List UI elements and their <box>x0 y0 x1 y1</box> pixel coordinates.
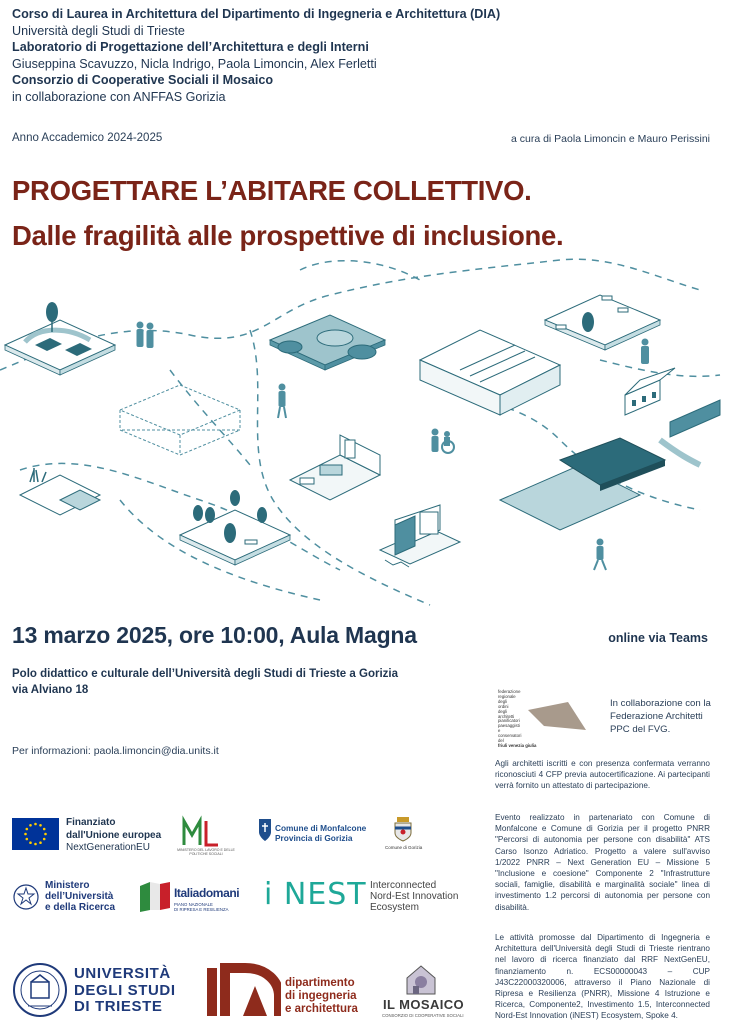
header-block <box>12 6 572 106</box>
teal-terrace <box>500 438 665 530</box>
collaboration: in collaborazione con ANFFAS Gorizia <box>12 89 226 104</box>
federation-logo-text: federazione regionale degli ordini degli architetti pianificatori paesaggisti e conservatori del friuli venezia giulia <box>498 689 537 748</box>
building-interior <box>420 330 560 415</box>
eu-flag-icon <box>12 818 59 850</box>
main-title: PROGETTARE L’ABITARE COLLETTIVO. <box>12 175 532 206</box>
monfalcone-shield-icon <box>258 818 272 842</box>
contact-info: Per informazioni: paola.limoncin@dia.units.it <box>12 745 219 757</box>
federation-collaboration: In collaborazione con la Federazione Architetti PPC del FVG. <box>610 698 711 735</box>
ministry-labour-caption: MINISTERO DEL LAVORO E DELLE POLITICHE SOCIALI <box>177 848 235 856</box>
elderly-person-figure <box>641 339 649 365</box>
laboratory-name: Laboratorio di Progettazione dell’Architettura e degli Interni <box>12 40 369 55</box>
dia-logo-mark <box>205 960 281 1018</box>
person-walking-right-figure <box>594 539 606 571</box>
italiadomani-caption: PIANO NAZIONALE DI RIPRESA E RESILIENZA <box>174 902 229 912</box>
gorizia-crest-icon <box>392 816 414 842</box>
online-teams: online via Teams <box>608 631 708 645</box>
university-name: Università degli Studi di Trieste <box>12 23 185 38</box>
mosaico-text: IL MOSAICO <box>383 997 465 1012</box>
academic-year: Anno Accademico 2024-2025 <box>12 132 163 144</box>
subtitle: Dalle fragilità alle prospettive di inclusione. <box>12 220 564 251</box>
wireframe-volume <box>120 385 240 455</box>
mur-emblem-icon <box>12 882 40 912</box>
isometric-illustration <box>0 250 740 620</box>
inest-caption: Interconnected Nord-Est Innovation Ecosystem <box>370 880 459 914</box>
degree-course: Corso di Laurea in Architettura del Dipartimento di Ingegneria e Architettura (DIA) <box>12 7 501 21</box>
mosaico-caption: CONSORZIO DI COOPERATIVE SOCIALI <box>382 1013 464 1018</box>
mur-text: Ministero dell’Università e della Ricerca <box>45 880 116 914</box>
units-text: UNIVERSITÀ DEGLI STUDI DI TRIESTE <box>74 965 176 1015</box>
venue <box>12 666 398 698</box>
mosaico-house-icon <box>403 962 439 998</box>
people-couple-figure <box>137 322 154 349</box>
units-seal-icon <box>12 962 68 1018</box>
consortium-name: Consorzio di Cooperative Sociali il Mosaico <box>12 73 274 88</box>
eu-funding-text: Finanziato dall'Unione europea NextGenerationEU <box>66 817 162 853</box>
italiadomani-flag-icon <box>136 880 172 914</box>
partnership-paragraph: Evento realizzato in partenariato con Comune di Monfalcone e Comune di Gorizia per il progetto PNRR "Percorsi di autonomia per persone con disabilità" ATS Carso Isonzo Adriatico. Progetto a valere sull'avviso 1/2022 PNRR – Next Generation EU – Missione 5 "Inclusione e coesione" Componente 2 "Infrastrutture sociali, famiglie, disabilità e marginalità sociale" linea di investimento 1.2 percorsi di autonomia per persone con disabilità. <box>495 813 710 912</box>
plaza-block-center <box>270 315 385 370</box>
person-walking-figure <box>278 384 286 419</box>
wheelchair-figure <box>432 429 455 454</box>
park-block-left <box>5 302 115 375</box>
bedroom-unit <box>290 435 380 500</box>
monfalcone-text: Comune di Monfalcone Provincia di Gorizia <box>275 823 367 843</box>
cfp-paragraph: Agli architetti iscritti e con presenza confermata verranno riconosciuti 4 CFP previa autocertificazione. Ai partecipanti verrà fornito un attestato di partecipazione. <box>495 759 710 791</box>
planter-block <box>20 468 100 515</box>
curated-by: a cura di Paola Limoncin e Mauro Perissini <box>510 133 710 145</box>
teachers: Giuseppina Scavuzzo, Nicla Indrigo, Paola Limoncin, Alex Ferletti <box>12 56 377 71</box>
italiadomani-text: Italiadomani <box>174 886 240 900</box>
venue-address: via Alviano 18 <box>12 684 89 696</box>
research-paragraph: Le attività promosse dal Dipartimento di Ingegneria e Architettura dell'Università degli Studi di Trieste rientrano nel lavoro di ricerca finanziato dal RRF NextGenEU, finanziamento n. ECS00000043 – CUP J43C22000320006, attraverso il Piano Nazionale di Ripresa e Resilienza (PNRR), Missione 4 Istruzione e Ricerca, Componente2, Investimento 1.5, Interconnected Nord-Est Innovation (iNEST) Ecosystem, Spoke 4. <box>495 933 710 1021</box>
venue-name: Polo didattico e culturale dell’Università degli Studi di Trieste a Gorizia <box>12 668 398 680</box>
kitchen-unit <box>380 505 460 567</box>
event-datetime: 13 marzo 2025, ore 10:00, Aula Magna <box>12 622 417 648</box>
inest-logo: i NEST <box>264 877 367 912</box>
dia-text: dipartimento di ingegneria e architettura <box>285 977 358 1015</box>
gorizia-text: Comune di Gorizia <box>385 845 423 850</box>
